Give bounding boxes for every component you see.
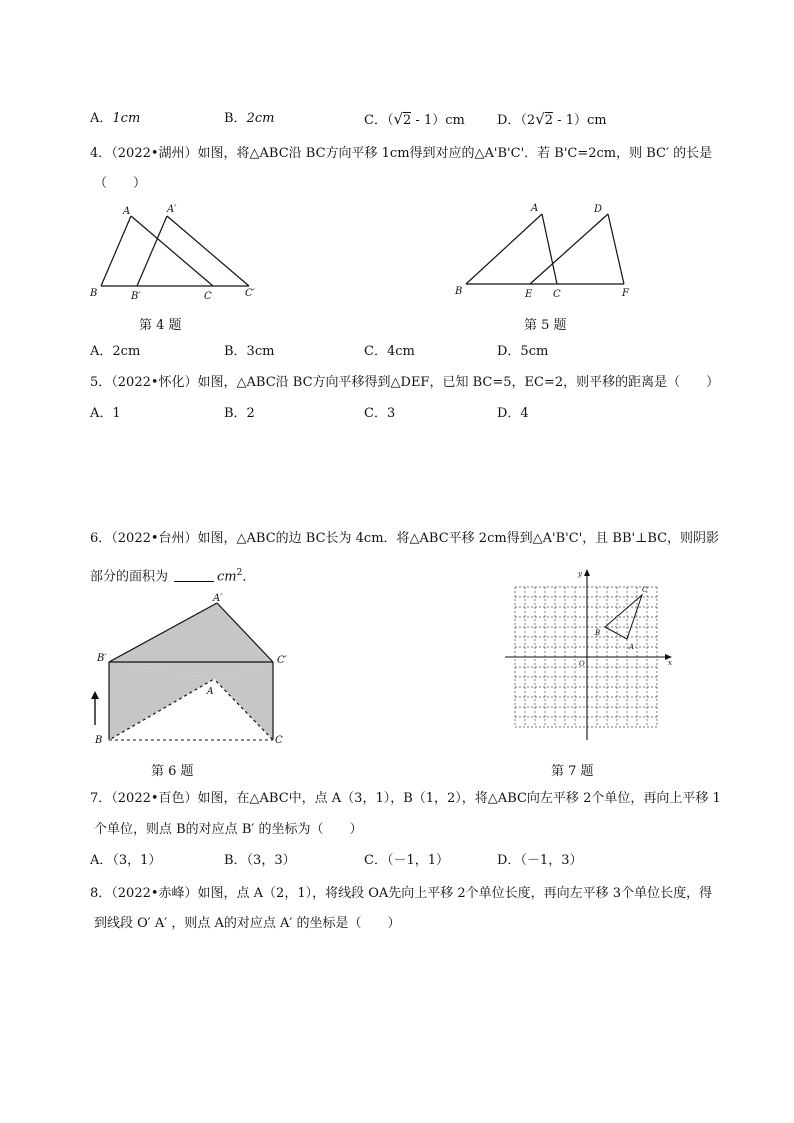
q7-option-b: B．（3，3） xyxy=(224,853,296,868)
q4-option-a: A．2cm xyxy=(90,344,141,359)
q8-stem-line2: 到线段 O′ A′ ，则点 A的对应点 A′ 的坐标是（ ） xyxy=(94,916,401,931)
q6-label-A: A xyxy=(207,687,214,697)
q5-label-D: D xyxy=(594,204,603,215)
q6-label-A-prime: A′ xyxy=(213,593,223,604)
q5-option-a: A．1 xyxy=(90,406,121,421)
q7-figure xyxy=(500,565,680,745)
q4-label-B-prime: B′ xyxy=(131,291,141,302)
q4-option-d: D．5cm xyxy=(497,344,549,359)
q5-figure-caption: 第 5 题 xyxy=(524,318,567,333)
q5-label-E: E xyxy=(525,289,533,300)
q7-stem-line2: 个单位，则点 B的对应点 B′ 的坐标为（ ） xyxy=(94,822,363,837)
q6-label-C: C xyxy=(275,735,283,746)
q7-option-d: D．（－1，3） xyxy=(497,853,583,868)
q4-stem-line2: （ ） xyxy=(94,176,147,191)
q3-option-a: A．1cm xyxy=(90,111,141,126)
q7-label-B: B xyxy=(595,629,601,637)
q5-label-C: C xyxy=(553,289,561,300)
q7-label-C: C xyxy=(642,586,648,594)
q3-option-c: C．（√2 - 1）cm xyxy=(364,110,465,128)
q3-option-b: B．2cm xyxy=(224,111,275,126)
q5-label-F: F xyxy=(622,288,629,299)
q7-option-a: A．（3，1） xyxy=(90,853,162,868)
q8-stem-line1: 8．（2022•赤峰）如图，点 A（2，1），将线段 OA先向上平移 2个单位长度，再向左平移 3个单位长度，得 xyxy=(90,886,713,901)
q5-stem: 5．（2022•怀化）如图，△ABC沿 BC方向平移得到△DEF，已知 BC=5，EC=2，则平移的距离是（ ） xyxy=(90,375,720,390)
q4-label-C-prime: C′ xyxy=(245,288,255,299)
q4-label-B: B xyxy=(90,288,98,299)
q6-label-B: B xyxy=(95,735,103,746)
q4-label-A: A xyxy=(123,206,131,217)
q4-stem-line1: 4．（2022•湖州）如图，将△ABC沿 BC方向平移 1cm得到对应的△A'B'C'．若 B'C=2cm，则 BC′ 的长是 xyxy=(90,146,713,161)
q7-label-O: O xyxy=(579,660,585,668)
q7-label-A: A xyxy=(629,643,635,651)
q7-label-y: y xyxy=(578,570,582,578)
radical-2: 2 xyxy=(403,113,412,128)
q5-label-B: B xyxy=(455,286,463,297)
q4-label-C: C xyxy=(204,291,212,302)
q4-figure-caption: 第 4 题 xyxy=(139,318,182,333)
q5-figure xyxy=(452,198,642,303)
q6-label-B-prime: B′ xyxy=(97,653,107,664)
q5-option-c: C．3 xyxy=(364,406,396,421)
q4-label-A-prime: A′ xyxy=(167,204,177,215)
q3-option-d: D．（2√2 - 1）cm xyxy=(497,110,607,128)
answer-blank[interactable] xyxy=(174,569,214,582)
q5-option-b: B．2 xyxy=(224,406,255,421)
q6-stem-line1: 6．（2022•台州）如图，△ABC的边 BC长为 4cm．将△ABC平移 2cm得到△A'B'C'，且 BB'⊥BC，则阴影 xyxy=(90,531,720,546)
q6-label-C-prime: C′ xyxy=(277,655,287,666)
q4-option-c: C．4cm xyxy=(364,344,415,359)
q4-figure xyxy=(85,198,275,308)
q7-figure-caption: 第 7 题 xyxy=(551,764,594,779)
q7-stem-line1: 7．（2022•百色）如图，在△ABC中，点 A（3，1），B（1，2），将△ABC向左平移 2个单位，再向上平移 1 xyxy=(90,791,721,806)
q5-option-d: D．4 xyxy=(497,406,529,421)
q6-figure-caption: 第 6 题 xyxy=(151,764,194,779)
q4-option-b: B．3cm xyxy=(224,344,275,359)
q7-label-x: x xyxy=(668,659,672,667)
q7-option-c: C．（－1，1） xyxy=(364,853,449,868)
q6-stem-line2: 部分的面积为 $cm^2$． xyxy=(90,568,256,585)
q5-label-A: A xyxy=(531,203,539,214)
q6-figure xyxy=(85,585,310,755)
